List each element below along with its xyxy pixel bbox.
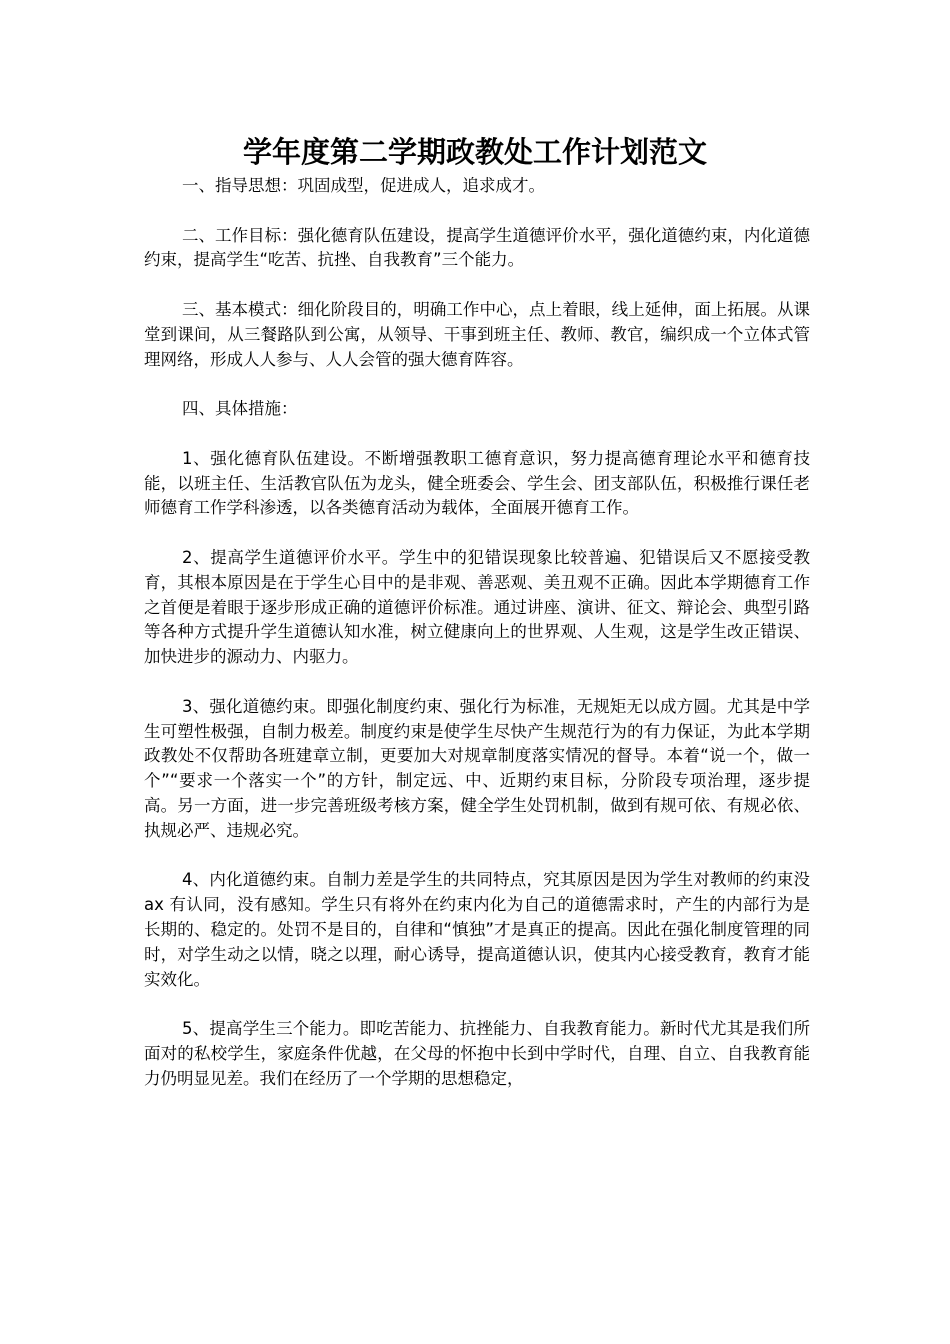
paragraph-basic-mode: 三、基本模式：细化阶段目的，明确工作中心，点上着眼，线上延伸，面上拓展。从课堂到课间，从三餐路队到公寓，从领导、干事到班主任、教师、教官，编织成一个立体式管理网络，形成人人参与、人人会管的强大德育阵容。 [144, 299, 810, 369]
paragraph-gap [144, 844, 810, 869]
document-title: 学年度第二学期政教处工作计划范文 [242, 135, 707, 169]
paragraph-measure-5: 5、提高学生三个能力。即吃苦能力、抗挫能力、自我教育能力。新时代尤其是我们所面对的私校学生，家庭条件优越，在父母的怀抱中长到中学时代，自理、自立、自我教育能力仍明显见差。我们在经历了一个学期的思想稳定， [144, 1019, 810, 1088]
paragraph-measure-4: 4、内化道德约束。自制力差是学生的共同特点，究其原因是因为学生对教师的约束没 ax 有认同，没有感知。学生只有将外在约束内化为自己的道德需求时，产生的内部行为是长期的、稳定的。处罚不是目的，自律和“慎独”才是真正的提高。因此在强化制度管理的同时，对学生动之以情，晓之以理，耐心诱导，提高道德认识，使其内心接受教育，教育才能实效化。 [144, 870, 810, 989]
paragraph-measures-heading: 四、具体措施： [181, 399, 298, 419]
paragraph-gap [144, 521, 810, 546]
paragraph-work-goals: 二、工作目标：强化德育队伍建设，提高学生道德评价水平，强化道德约束，内化道德约束，提高学生“吃苦、抗挫、自我教育”三个能力。 [144, 225, 810, 270]
paragraph-gap [144, 273, 810, 298]
paragraph-gap [144, 372, 810, 397]
paragraph-gap [144, 992, 810, 1017]
paragraph-guiding-ideology: 一、指导思想：巩固成型，促进成人，追求成才。 [181, 176, 545, 195]
paragraph-gap [144, 670, 810, 695]
paragraph-measure-2: 2、提高学生道德评价水平。学生中的犯错误现象比较普遍、犯错误后又不愿接受教育，其根本原因是在于学生心目中的是非观、善恶观、美丑观不正确。因此本学期德育工作之首便是着眼于逐步形成正确的道德评价标准。通过讲座、演讲、征文、辩论会、典型引路等各种方式提升学生道德认知水准，树立健康向上的世界观、人生观，这是学生改正错误、加快进步的源动力、内驱力。 [144, 547, 810, 667]
paragraph-gap [144, 199, 810, 224]
document-body [144, 174, 810, 1091]
paragraph-measure-3: 3、强化道德约束。即强化制度约束、强化行为标准，无规矩无以成方圆。尤其是中学生可塑性极强，自制力极差。制度约束是使学生尽快产生规范行为的有力保证，为此本学期政教处不仅帮助各班建章立制，更要加大对规章制度落实情况的督导。本着“说一个，做一个”“要求一个落实一个”的方针，制定远、中、近期约束目标，分阶段专项治理，逐步提高。另一方面，进一步完善班级考核方案，健全学生处罚机制，做到有规可依、有规必依、执规必严、违规必究。 [144, 696, 810, 840]
paragraph-gap [144, 422, 810, 447]
paragraph-measure-1: 1、强化德育队伍建设。不断增强教职工德育意识，努力提高德育理论水平和德育技能，以班主任、生活教官队伍为龙头，健全班委会、学生会、团支部队伍，积极推行课任老师德育工作学科渗透，以各类德育活动为载体，全面展开德育工作。 [144, 448, 810, 518]
